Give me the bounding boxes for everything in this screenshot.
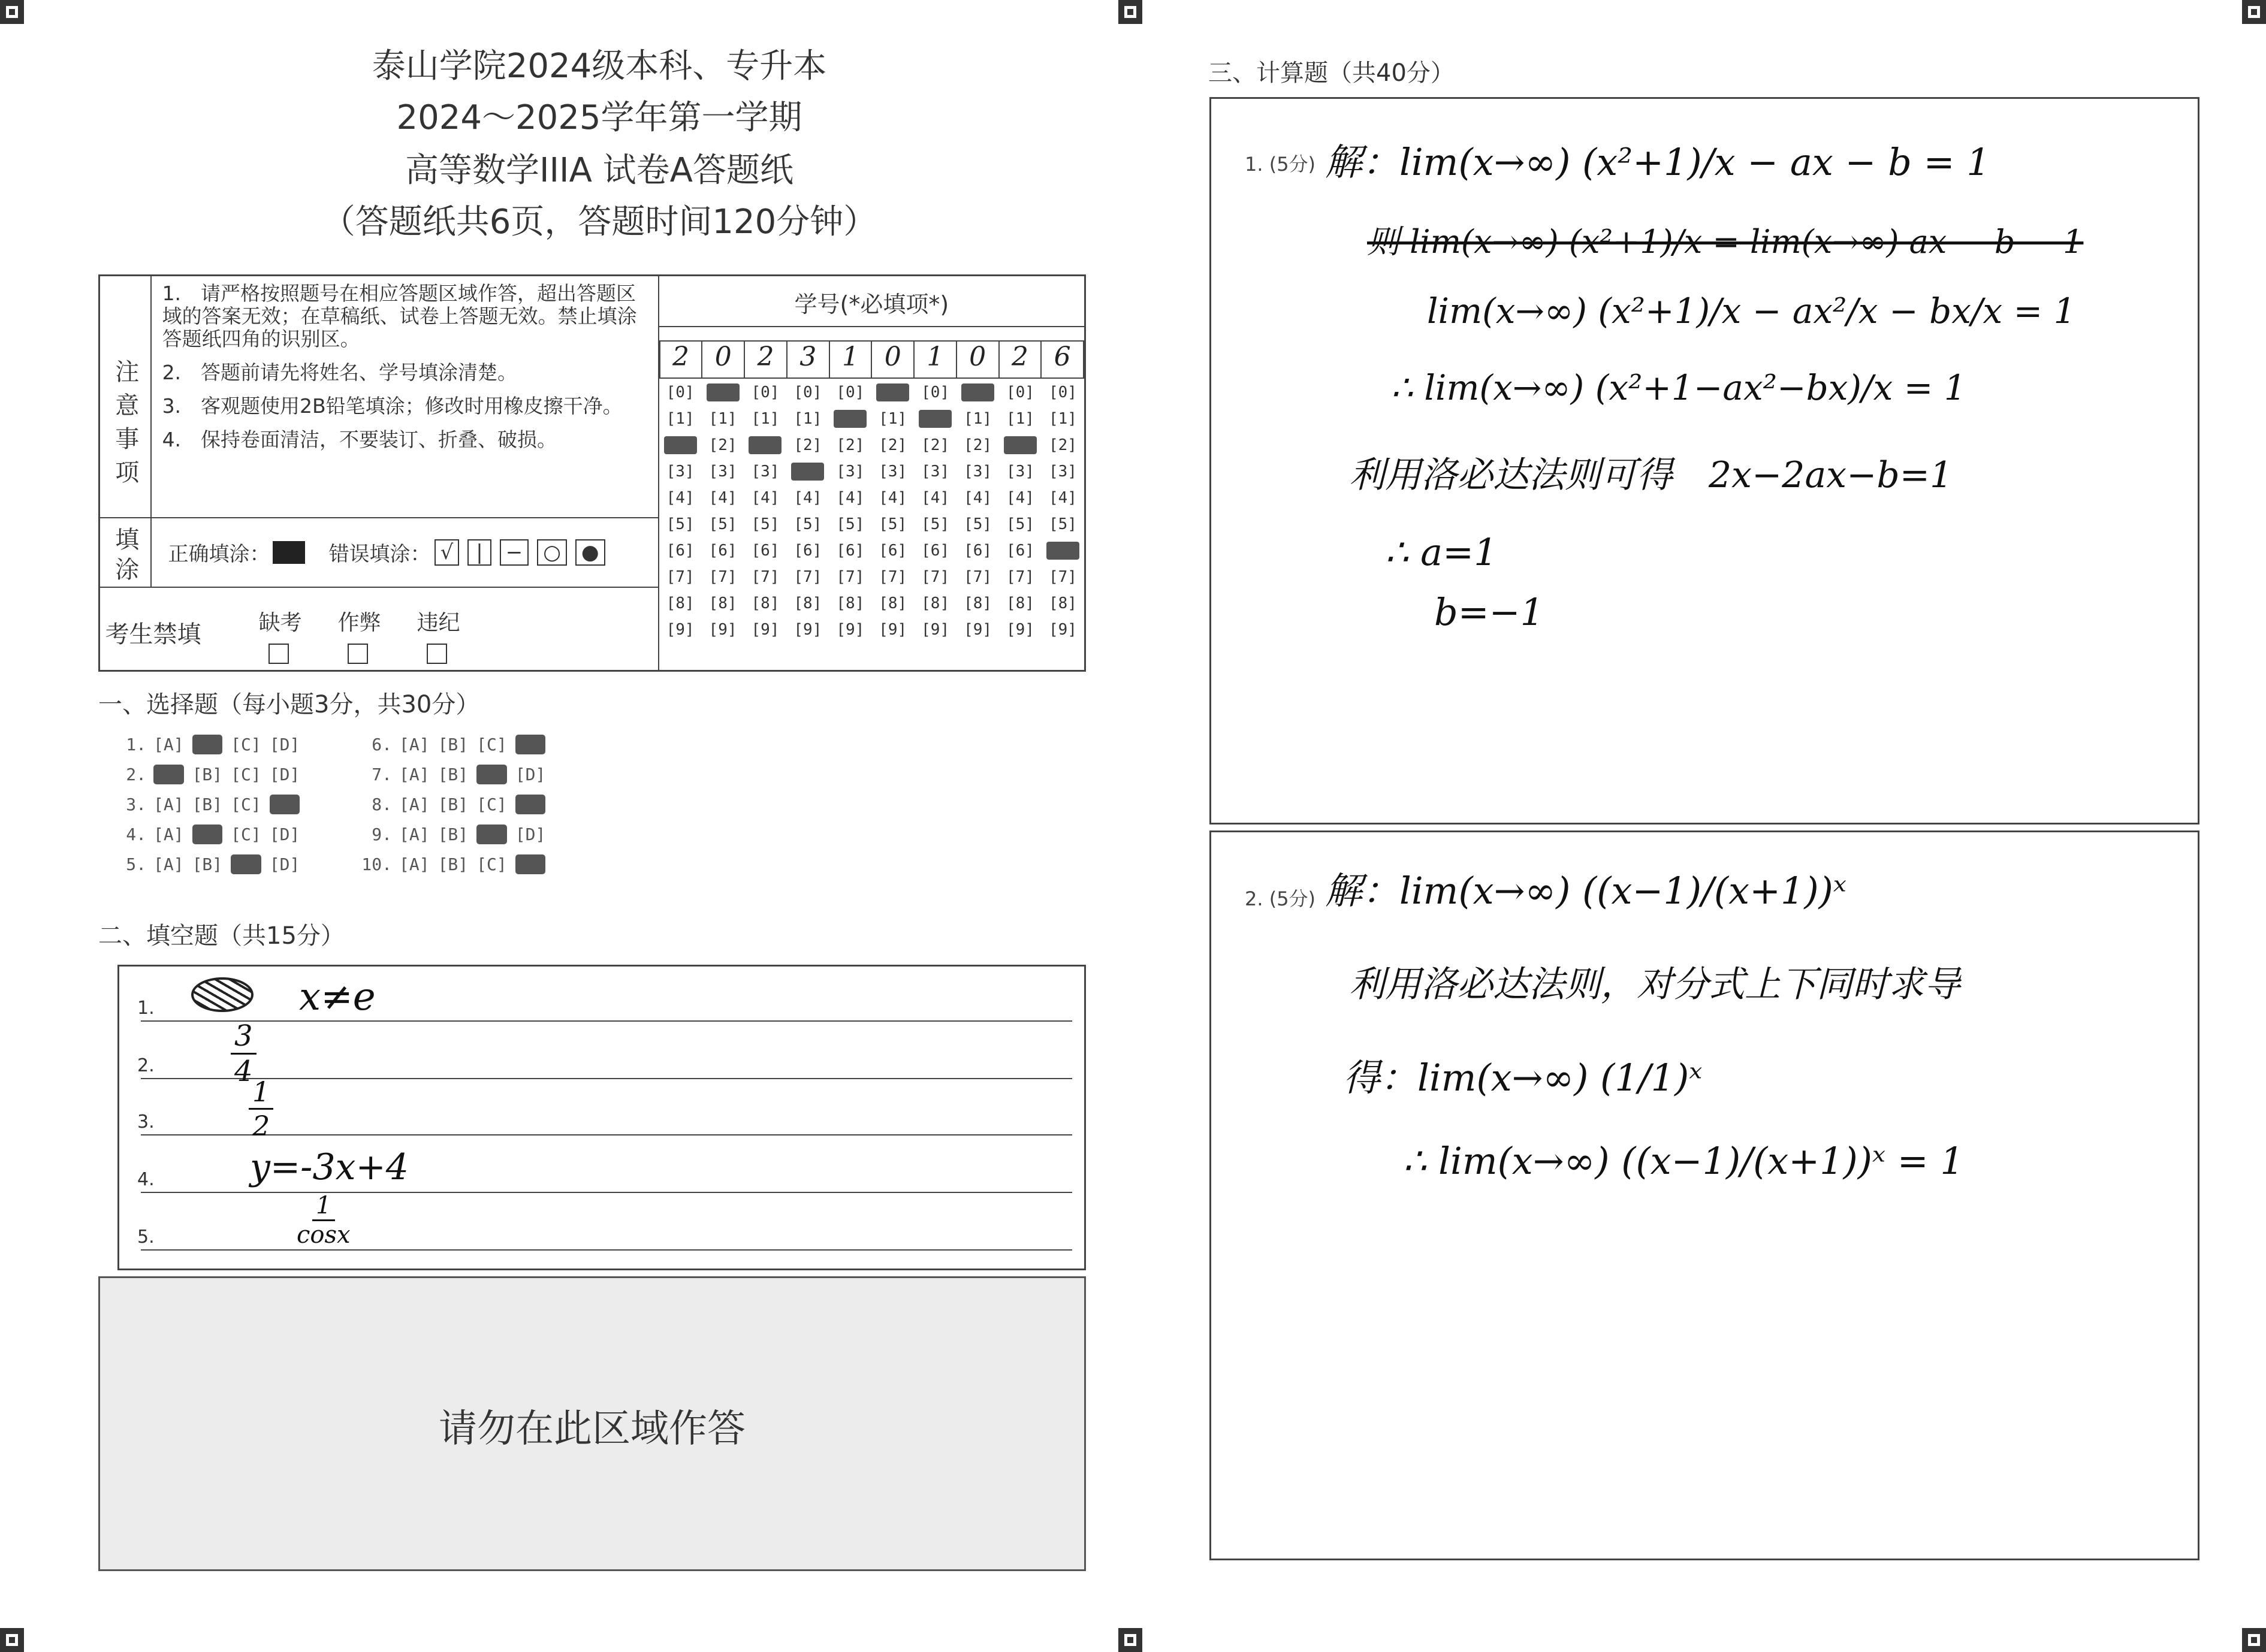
id-bubble[interactable]: [8] — [666, 594, 695, 612]
mc-question-row — [357, 825, 554, 854]
id-bubble[interactable]: [5] — [666, 515, 695, 533]
blank-num: 1. — [137, 998, 155, 1019]
id-bubble[interactable]: [8] — [1006, 594, 1034, 612]
mc-option-bubble[interactable]: [C] — [231, 765, 261, 784]
section1-title: 一、选择题（每小题3分，共30分） — [98, 691, 480, 718]
mc-option-bubble[interactable]: [A] — [399, 825, 430, 844]
wrong-fill-sample: ● — [575, 539, 605, 566]
header-school: 泰山学院2024级本科、专升本 — [372, 47, 827, 86]
blank-answer-5 — [293, 1192, 354, 1249]
id-bubble[interactable]: [9] — [964, 621, 992, 639]
id-bubble[interactable]: [6] — [708, 542, 737, 560]
mc-option-bubble[interactable]: [D] — [269, 735, 300, 754]
mc-option-bubble[interactable]: [C] — [476, 825, 507, 844]
id-bubble[interactable]: [5] — [793, 515, 822, 533]
violation-checkbox[interactable] — [427, 644, 447, 664]
calc-q2-line: 解：lim(x→∞) ((x−1)/(x+1))ˣ — [1325, 869, 1846, 913]
mc-option-bubble[interactable]: [C] — [231, 854, 261, 874]
id-bubble[interactable]: [7] — [921, 568, 950, 586]
id-bubble[interactable]: [4] — [1048, 489, 1077, 507]
id-bubble[interactable]: [2] — [921, 436, 950, 454]
id-bubble[interactable]: [7] — [708, 568, 737, 586]
id-digit: 1 — [914, 341, 957, 378]
id-bubble[interactable]: [2] — [964, 436, 992, 454]
id-bubble[interactable]: [1] — [1048, 410, 1077, 428]
calc-q2-label: 2. (5分) — [1245, 887, 1316, 910]
header-instructions: （答题纸共6页，答题时间120分钟） — [321, 203, 877, 241]
id-bubble[interactable]: [4] — [793, 489, 822, 507]
blank-2-denominator: 4 — [234, 1055, 253, 1088]
student-id-cell — [659, 276, 1085, 671]
id-bubble[interactable]: [1] — [1006, 410, 1034, 428]
mc-option-bubble[interactable]: [C] — [231, 825, 261, 844]
id-bubble[interactable]: [7] — [1006, 568, 1034, 586]
scribble-mark — [191, 977, 254, 1012]
mc-option-bubble[interactable]: [B] — [437, 825, 469, 844]
calc-q1-line: 解：lim(x→∞) (x²+1)/x − ax − b = 1 — [1325, 140, 1990, 184]
id-bubble[interactable]: [9] — [793, 621, 822, 639]
calc-q2-line: 利用洛必达法则，对分式上下同时求导 — [1349, 964, 1960, 1005]
corner-marker-bottom-right — [2242, 1628, 2266, 1652]
id-bubble[interactable]: [2] — [1004, 436, 1037, 454]
mc-option-bubble[interactable]: [A] — [153, 735, 184, 754]
id-bubble[interactable]: [1] — [834, 410, 867, 428]
id-digit: 0 — [702, 341, 744, 378]
mc-question-number: 8. — [372, 795, 392, 814]
mc-column-left — [111, 735, 308, 884]
mc-option-bubble[interactable]: [B] — [192, 765, 223, 784]
id-bubble[interactable]: [1] — [919, 410, 952, 428]
id-bubble[interactable]: [0] — [707, 383, 740, 401]
mc-option-bubble[interactable]: [B] — [437, 735, 469, 754]
id-bubble[interactable]: [3] — [708, 463, 737, 481]
id-bubble[interactable]: [6] — [836, 542, 865, 560]
mc-question-row — [357, 854, 554, 884]
corner-marker-bottom-center — [1118, 1628, 1142, 1652]
mc-question-row — [111, 735, 308, 765]
id-bubble[interactable]: [3] — [964, 463, 992, 481]
mc-option-bubble[interactable]: [B] — [192, 825, 223, 844]
wrong-fill-sample: − — [500, 539, 529, 566]
wrong-fill-sample: √ — [435, 539, 460, 566]
mc-option-bubble[interactable]: [B] — [192, 854, 223, 874]
section3-title: 三、计算题（共40分） — [1208, 59, 1455, 87]
id-bubble[interactable]: [5] — [708, 515, 737, 533]
mc-question-number: 3. — [126, 795, 146, 814]
id-bubble[interactable]: [4] — [708, 489, 737, 507]
note-item-4: 4. 保持卷面清洁，不要装订、折叠、破损。 — [162, 428, 557, 451]
id-bubble[interactable]: [7] — [666, 568, 695, 586]
wrong-fill-sample: | — [467, 539, 491, 566]
id-bubble[interactable]: [6] — [1046, 542, 1079, 560]
mc-option-bubble[interactable]: [D] — [515, 854, 546, 874]
id-bubble[interactable]: [0] — [666, 383, 695, 401]
id-bubble[interactable]: [2] — [1048, 436, 1077, 454]
id-bubble[interactable]: [3] — [666, 463, 695, 481]
mc-option-bubble[interactable]: [D] — [269, 795, 300, 814]
id-bubble[interactable]: [1] — [793, 410, 822, 428]
id-bubble[interactable]: [7] — [1048, 568, 1077, 586]
notes-label: 注意事项 — [111, 359, 139, 493]
corner-marker-top-right — [2242, 0, 2266, 24]
id-bubble[interactable]: [1] — [964, 410, 992, 428]
id-bubble[interactable]: [8] — [921, 594, 950, 612]
blank-answer-4: y=-3x+4 — [250, 1146, 409, 1188]
id-bubble[interactable]: [1] — [751, 410, 780, 428]
mc-option-bubble[interactable]: [D] — [269, 825, 300, 844]
id-digit: 2 — [660, 341, 702, 378]
id-digit: 6 — [1041, 341, 1084, 378]
mc-option-bubble[interactable]: [B] — [437, 854, 469, 874]
calc-q1-line: ∴ a=1 — [1385, 530, 1498, 574]
mc-option-bubble[interactable]: [B] — [437, 765, 469, 784]
calc-q1-line: ∴ lim(x→∞) (x²+1−ax²−bx)/x = 1 — [1391, 367, 1966, 408]
mc-question-number: 5. — [126, 854, 146, 874]
id-bubble[interactable]: [9] — [666, 621, 695, 639]
blank-num: 5. — [137, 1227, 155, 1248]
id-bubble[interactable]: [2] — [836, 436, 865, 454]
mc-question-number: 7. — [372, 765, 392, 784]
cheating-label: 作弊 — [337, 610, 381, 635]
mc-option-bubble[interactable]: [A] — [153, 795, 184, 814]
mc-option-bubble[interactable]: [C] — [476, 795, 507, 814]
blank-3-denominator: 2 — [252, 1110, 270, 1142]
id-bubble[interactable]: [3] — [751, 463, 780, 481]
id-digit: 0 — [871, 341, 914, 378]
id-bubble[interactable]: [5] — [1048, 515, 1077, 533]
blank-5-denominator: cosx — [297, 1221, 351, 1249]
id-bubble[interactable]: [0] — [793, 383, 822, 401]
id-bubble[interactable]: [6] — [751, 542, 780, 560]
calc-q2-box — [1209, 830, 2199, 1560]
mc-column-right — [357, 735, 554, 884]
id-digit: 0 — [957, 341, 999, 378]
id-bubble[interactable]: [2] — [664, 436, 697, 454]
id-bubble[interactable]: [0] — [961, 383, 994, 401]
corner-marker-top-center — [1118, 0, 1142, 24]
correct-fill-sample — [273, 541, 305, 564]
mc-option-bubble[interactable]: [D] — [515, 795, 546, 814]
id-bubble[interactable]: [0] — [876, 383, 909, 401]
mc-option-bubble[interactable]: [A] — [153, 825, 184, 844]
id-bubble[interactable]: [5] — [921, 515, 950, 533]
mc-question-row — [357, 765, 554, 795]
mc-question-number: 9. — [372, 825, 392, 844]
id-digit: 2 — [744, 341, 787, 378]
calc-q1-box — [1209, 97, 2199, 825]
note-item-3: 3. 客观题使用2B铅笔填涂；修改时用橡皮擦干净。 — [162, 394, 623, 418]
id-bubble[interactable]: [8] — [836, 594, 865, 612]
mc-option-bubble[interactable]: [B] — [192, 735, 223, 754]
id-bubble[interactable]: [8] — [879, 594, 907, 612]
mc-question-number: 1. — [126, 735, 146, 754]
fill-label-cell — [99, 518, 151, 587]
id-digit: 3 — [787, 341, 829, 378]
id-bubble[interactable]: [1] — [879, 410, 907, 428]
id-bubble[interactable]: [4] — [879, 489, 907, 507]
mc-option-bubble[interactable]: [B] — [437, 795, 469, 814]
id-bubble[interactable]: [5] — [964, 515, 992, 533]
blank-2-numerator: 3 — [231, 1019, 257, 1055]
id-bubble[interactable]: [3] — [1006, 463, 1034, 481]
header-term: 2024～2025学年第一学期 — [396, 98, 802, 137]
id-bubble[interactable]: [2] — [708, 436, 737, 454]
id-bubble[interactable]: [3] — [879, 463, 907, 481]
student-id-bubble-grid — [659, 383, 1084, 647]
mc-option-bubble[interactable]: [D] — [515, 735, 546, 754]
absent-checkbox[interactable] — [268, 644, 289, 664]
mc-question-row — [357, 795, 554, 825]
id-bubble[interactable]: [6] — [964, 542, 992, 560]
id-bubble[interactable]: [2] — [793, 436, 822, 454]
id-digit: 1 — [829, 341, 872, 378]
mc-option-bubble[interactable]: [A] — [153, 765, 184, 784]
calc-q1-line: 则 lim(x→∞) (x²+1)/x = lim(x→∞) ax − b − 1 — [1367, 223, 2084, 261]
mc-option-bubble[interactable]: [C] — [476, 765, 507, 784]
id-bubble[interactable]: [4] — [1006, 489, 1034, 507]
id-digit: 2 — [999, 341, 1042, 378]
blank-answer-1: x≠e — [299, 975, 376, 1019]
id-bubble[interactable]: [6] — [666, 542, 695, 560]
id-bubble[interactable]: [8] — [1048, 594, 1077, 612]
mc-option-bubble[interactable]: [D] — [269, 854, 300, 874]
mc-question-row — [111, 825, 308, 854]
calc-q1-line: lim(x→∞) (x²+1)/x − ax²/x − bx/x = 1 — [1427, 291, 2076, 331]
id-bubble[interactable]: [0] — [921, 383, 950, 401]
id-bubble[interactable]: [5] — [836, 515, 865, 533]
mc-option-bubble[interactable]: [D] — [515, 825, 546, 844]
mc-option-bubble[interactable]: [A] — [153, 854, 184, 874]
id-bubble[interactable]: [3] — [836, 463, 865, 481]
id-bubble[interactable]: [9] — [751, 621, 780, 639]
id-bubble[interactable]: [4] — [964, 489, 992, 507]
id-bubble[interactable]: [1] — [708, 410, 737, 428]
id-bubble[interactable]: [0] — [1006, 383, 1034, 401]
id-bubble[interactable]: [0] — [1048, 383, 1077, 401]
mc-option-bubble[interactable]: [A] — [399, 854, 430, 874]
student-id-label: 学号(*必填项*) — [659, 276, 1084, 327]
calc-q2-line: 得：lim(x→∞) (1/1)ˣ — [1343, 1056, 1703, 1100]
id-bubble[interactable]: [7] — [751, 568, 780, 586]
no-answer-text: 请勿在此区域作答 — [439, 1407, 746, 1451]
id-bubble[interactable]: [4] — [751, 489, 780, 507]
id-bubble[interactable]: [8] — [751, 594, 780, 612]
id-bubble[interactable]: [2] — [879, 436, 907, 454]
id-bubble[interactable]: [9] — [921, 621, 950, 639]
wrong-fill-sample: ○ — [537, 539, 567, 566]
id-bubble[interactable]: [7] — [964, 568, 992, 586]
id-bubble[interactable]: [1] — [666, 410, 695, 428]
section2-title: 二、填空题（共15分） — [98, 922, 345, 950]
cheating-checkbox[interactable] — [348, 644, 368, 664]
blank-answer-3 — [245, 1076, 277, 1142]
id-bubble[interactable]: [9] — [1006, 621, 1034, 639]
id-bubble[interactable]: [7] — [836, 568, 865, 586]
mc-option-bubble[interactable]: [D] — [269, 765, 300, 784]
notes-label-cell — [99, 276, 151, 518]
id-bubble[interactable]: [9] — [1048, 621, 1077, 639]
id-bubble[interactable]: [5] — [751, 515, 780, 533]
id-bubble[interactable]: [3] — [921, 463, 950, 481]
id-bubble[interactable]: [4] — [921, 489, 950, 507]
id-bubble[interactable]: [2] — [749, 436, 782, 454]
mc-question-number: 10. — [361, 854, 392, 874]
fill-blank-box — [117, 965, 1086, 1270]
student-id-digits — [659, 340, 1084, 379]
mc-option-bubble[interactable]: [A] — [399, 765, 430, 784]
mc-question-row — [111, 854, 308, 884]
note-item-1: 1. 请严格按照题号在相应答题区域作答，超出答题区域的答案无效；在草稿纸、试卷上答题无效。禁止填涂答题纸四角的识别区。 — [162, 282, 637, 351]
mc-option-bubble[interactable]: [C] — [231, 735, 261, 754]
mc-question-number: 2. — [126, 765, 146, 784]
blank-3-numerator: 1 — [249, 1076, 273, 1110]
calc-q1-label: 1. (5分) — [1245, 153, 1316, 176]
mc-option-bubble[interactable]: [A] — [399, 795, 430, 814]
id-bubble[interactable]: [9] — [708, 621, 737, 639]
id-bubble[interactable]: [7] — [793, 568, 822, 586]
id-bubble[interactable]: [8] — [793, 594, 822, 612]
forbidden-cell — [105, 587, 659, 671]
id-bubble[interactable]: [5] — [879, 515, 907, 533]
forbidden-label: 考生禁填 — [105, 620, 201, 648]
id-bubble[interactable]: [7] — [879, 568, 907, 586]
note-item-2: 2. 答题前请先将姓名、学号填涂清楚。 — [162, 361, 518, 384]
blank-5-numerator: 1 — [312, 1192, 334, 1221]
fill-label: 填涂 — [111, 526, 139, 587]
corner-marker-top-left — [0, 0, 24, 24]
id-bubble[interactable]: [9] — [836, 621, 865, 639]
header-course: 高等数学IIIA 试卷A答题纸 — [405, 151, 793, 190]
blank-num: 3. — [137, 1112, 155, 1132]
mc-option-bubble[interactable]: [C] — [476, 854, 507, 874]
no-answer-zone — [98, 1276, 1086, 1571]
mc-option-bubble[interactable]: [C] — [231, 795, 261, 814]
id-bubble[interactable]: [4] — [666, 489, 695, 507]
id-bubble[interactable]: [0] — [751, 383, 780, 401]
calc-q2-line: ∴ lim(x→∞) ((x−1)/(x+1))ˣ = 1 — [1403, 1139, 1964, 1183]
id-bubble[interactable]: [3] — [791, 463, 824, 481]
violation-label: 违纪 — [417, 610, 460, 635]
id-bubble[interactable]: [3] — [1048, 463, 1077, 481]
id-bubble[interactable]: [6] — [1006, 542, 1034, 560]
notes-cell — [151, 276, 659, 518]
correct-fill-label: 正确填涂： — [168, 542, 270, 566]
calc-q1-line: 利用洛必达法则可得 2x−2ax−b=1 — [1349, 454, 1953, 496]
id-bubble[interactable]: [6] — [921, 542, 950, 560]
info-table — [98, 274, 1086, 672]
id-bubble[interactable]: [8] — [964, 594, 992, 612]
mc-option-bubble[interactable]: [A] — [399, 735, 430, 754]
id-bubble[interactable]: [6] — [793, 542, 822, 560]
blank-num: 2. — [137, 1055, 155, 1076]
id-bubble[interactable]: [5] — [1006, 515, 1034, 533]
blank-num: 4. — [137, 1169, 155, 1190]
calc-q1-line: b=−1 — [1434, 590, 1544, 634]
mc-question-row — [111, 765, 308, 795]
id-bubble[interactable]: [9] — [879, 621, 907, 639]
mc-option-bubble[interactable]: [C] — [476, 735, 507, 754]
mc-question-number: 6. — [372, 735, 392, 754]
wrong-fill-label: 错误填涂： — [328, 542, 431, 566]
id-bubble[interactable]: [0] — [836, 383, 865, 401]
mc-option-bubble[interactable]: [B] — [192, 795, 223, 814]
mc-option-bubble[interactable]: [D] — [515, 765, 546, 784]
mc-question-row — [111, 795, 308, 825]
fill-method-cell — [151, 518, 659, 587]
corner-marker-bottom-left — [0, 1628, 24, 1652]
mc-question-row — [357, 735, 554, 765]
absent-label: 缺考 — [258, 610, 302, 635]
id-bubble[interactable]: [6] — [879, 542, 907, 560]
id-bubble[interactable]: [4] — [836, 489, 865, 507]
mc-question-number: 4. — [126, 825, 146, 844]
id-bubble[interactable]: [8] — [708, 594, 737, 612]
